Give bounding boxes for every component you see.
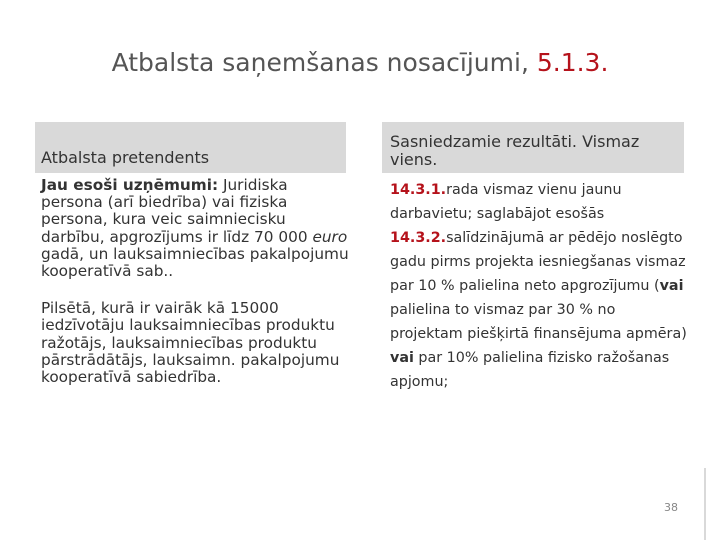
result-text-14-3-2-end: par 10% palielina fizisko ražošanas apjomu; bbox=[390, 350, 670, 390]
slide-title-number: 5.1.3. bbox=[536, 48, 609, 77]
left-column-header-text: Atbalsta pretendents bbox=[41, 148, 210, 167]
page-divider-line bbox=[704, 468, 706, 540]
applicants-text bbox=[41, 177, 351, 386]
slide-title-text: Atbalsta saņemšanas nosacījumi, bbox=[111, 48, 529, 77]
existing-companies-label: Jau esoši uzņēmumi: bbox=[41, 176, 219, 194]
city-producers-paragraph: Pilsētā, kurā ir vairāk kā 15000 iedzīvotāju lauksaimniecības produktu ražotājs, lauksaimniecības produktu pārstrādātājs, lauksaimn. pakalpojumu kooperatīvā sabiedrība. bbox=[41, 299, 340, 387]
left-column-header bbox=[35, 122, 346, 173]
result-code-14-3-2: 14.3.2. bbox=[390, 230, 447, 246]
existing-companies-text: Juridiska persona (arī biedrība) vai fiziska persona, kura veic saimniecisku darbību, apgrozījums ir līdz 70 000 bbox=[41, 176, 308, 246]
result-text-14-3-2-mid: palielina to vismaz par 30 % no projektam piešķirtā finansējuma apmēra) bbox=[390, 302, 687, 342]
existing-companies-paragraph bbox=[41, 177, 351, 280]
result-text-14-3-1: rada vismaz vienu jaunu darbavietu; saglabājot esošās bbox=[390, 182, 622, 222]
right-column-header-text: Sasniedzamie rezultāti. Vismaz viens. bbox=[390, 132, 640, 169]
vai-word-1: vai bbox=[659, 278, 684, 294]
existing-companies-text-end: gadā, un lauksaimniecības pakalpojumu kooperatīvā sab.. bbox=[41, 244, 349, 281]
result-code-14-3-1: 14.3.1. bbox=[390, 182, 447, 198]
vai-word-2: vai bbox=[390, 350, 414, 366]
euro-word: euro bbox=[312, 227, 348, 246]
page-number: 38 bbox=[664, 501, 678, 514]
results-text bbox=[390, 178, 690, 394]
result-text-14-3-2: salīdzinājumā ar pēdējo noslēgto gadu pirms projekta iesniegšanas vismaz par 10 % palielina neto apgrozījumu ( bbox=[390, 230, 686, 294]
slide-title bbox=[0, 48, 720, 77]
right-column-header bbox=[382, 122, 684, 173]
